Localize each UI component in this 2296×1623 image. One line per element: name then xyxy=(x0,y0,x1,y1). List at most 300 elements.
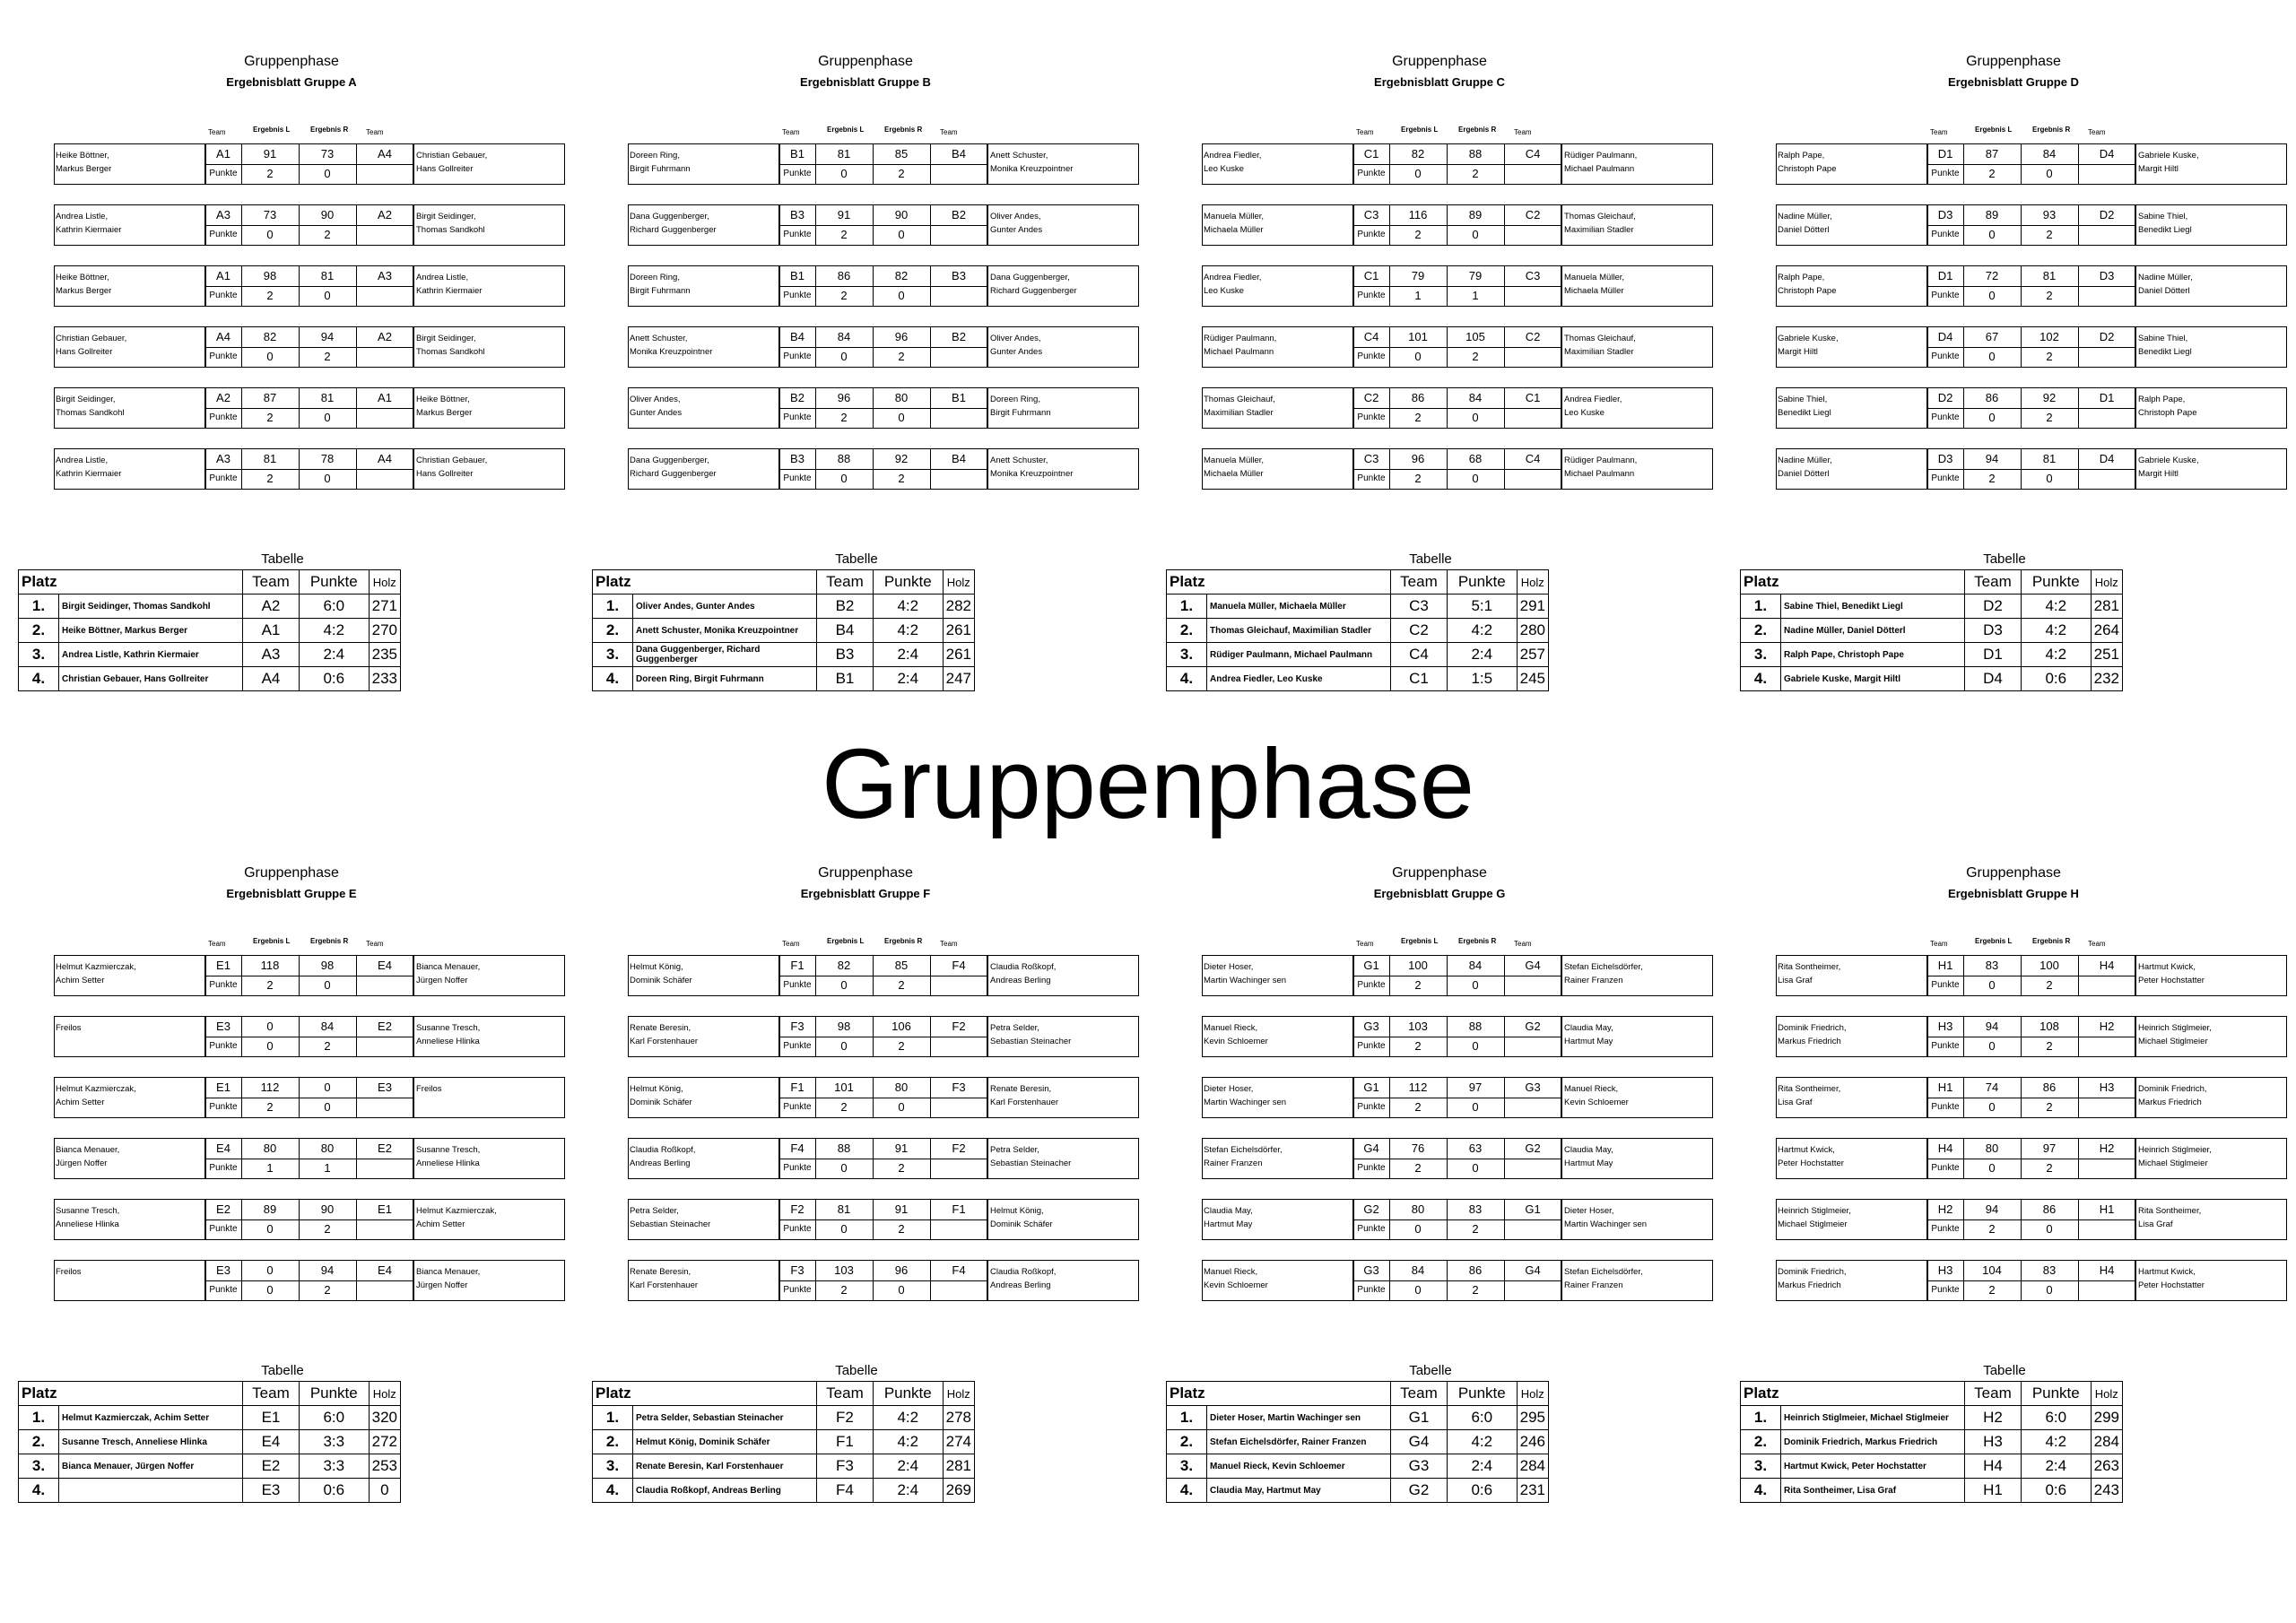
left-team-code: B1 xyxy=(779,144,816,164)
standings-row xyxy=(1741,643,2123,667)
punkte-label: Punkte xyxy=(779,976,816,995)
right-team-code: C2 xyxy=(1525,330,1541,343)
score-grid xyxy=(778,955,988,996)
score-grid xyxy=(204,1199,414,1240)
punkte-label: Punkte xyxy=(779,469,816,489)
left-score: 76 xyxy=(1389,1139,1448,1159)
holz-value: 270 xyxy=(369,619,400,643)
left-players: Stefan Eichelsdörfer, Rainer Franzen xyxy=(1204,1145,1283,1168)
right-team-code: D2 xyxy=(2099,208,2115,221)
right-points: 0 xyxy=(299,164,357,184)
right-points: 2 xyxy=(1447,1219,1505,1239)
left-team-code: H2 xyxy=(1927,1200,1964,1219)
tabelle-heading: Tabelle xyxy=(1409,1363,1452,1378)
standings-row xyxy=(593,1479,975,1503)
right-team-code: D4 xyxy=(2099,147,2115,161)
score-grid xyxy=(778,448,988,490)
right-points: 2 xyxy=(299,1219,357,1239)
left-team-code: C3 xyxy=(1353,449,1390,469)
right-players: Freilos xyxy=(416,1084,442,1094)
punkte-header: Punkte xyxy=(873,570,943,595)
ergebnis-r-header: Ergebnis R xyxy=(310,126,349,134)
team-players: Birgit Seidinger, Thomas Sandkohl xyxy=(59,595,243,619)
right-points: 0 xyxy=(2021,164,2079,184)
holz-value: 233 xyxy=(369,667,400,691)
rank: 4. xyxy=(19,1479,59,1503)
right-score: 0 xyxy=(299,1078,357,1098)
punkte-label: Punkte xyxy=(1927,1037,1964,1056)
right-team-code: C3 xyxy=(1525,269,1541,282)
holz-value: 247 xyxy=(943,667,974,691)
punkte-label: Punkte xyxy=(1927,286,1964,306)
left-points: 2 xyxy=(1963,1219,2022,1239)
team-players: Doreen Ring, Birgit Fuhrmann xyxy=(633,667,817,691)
right-score: 90 xyxy=(299,1200,357,1219)
team-players: Heinrich Stiglmeier, Michael Stiglmeier xyxy=(1781,1406,1965,1430)
holz-value: 320 xyxy=(369,1406,400,1430)
team-players: Manuela Müller, Michaela Müller xyxy=(1207,595,1391,619)
left-players: Bianca Menauer, Jürgen Noffer xyxy=(56,1145,120,1168)
points: 0:6 xyxy=(299,1479,369,1503)
left-points: 2 xyxy=(815,408,874,428)
right-score: 102 xyxy=(2021,327,2079,347)
right-points: 2 xyxy=(2021,1098,2079,1117)
team-code: D3 xyxy=(1965,619,2022,643)
match-row xyxy=(1202,1077,1713,1118)
punkte-label: Punkte xyxy=(779,1037,816,1056)
team-code: C2 xyxy=(1391,619,1448,643)
punkte-label: Punkte xyxy=(779,1159,816,1178)
standings-row xyxy=(1167,1430,1549,1454)
match-row xyxy=(54,326,565,368)
right-points: 2 xyxy=(299,1037,357,1056)
ergebnis-l-header: Ergebnis L xyxy=(1975,126,2013,134)
right-points: 0 xyxy=(1447,1098,1505,1117)
right-team-code: D2 xyxy=(2099,330,2115,343)
right-players: Petra Selder, Sebastian Steinacher xyxy=(990,1023,1072,1046)
holz-value: 291 xyxy=(1517,595,1548,619)
punkte-label: Punkte xyxy=(1353,469,1390,489)
score-grid xyxy=(1352,326,1562,368)
standings-row xyxy=(593,1406,975,1430)
punkte-label: Punkte xyxy=(779,225,816,245)
standings-row xyxy=(19,619,401,643)
left-players: Susanne Tresch, Anneliese Hlinka xyxy=(56,1206,120,1229)
score-grid xyxy=(1926,1016,2136,1057)
punkte-header: Punkte xyxy=(299,570,369,595)
group-sheet xyxy=(1166,54,1704,713)
rank: 3. xyxy=(19,643,59,667)
left-team-code: B3 xyxy=(779,205,816,225)
left-score: 82 xyxy=(815,956,874,976)
right-team-code: D4 xyxy=(2099,452,2115,465)
right-players: Stefan Eichelsdörfer, Rainer Franzen xyxy=(1564,962,1643,985)
right-players: Oliver Andes, Gunter Andes xyxy=(990,334,1043,357)
standings-table xyxy=(592,1381,975,1503)
team-players: Oliver Andes, Gunter Andes xyxy=(633,595,817,619)
left-team-code: D3 xyxy=(1927,205,1964,225)
team-players: Andrea Listle, Kathrin Kiermaier xyxy=(59,643,243,667)
team-col-header: Team xyxy=(2088,940,2106,948)
left-points: 0 xyxy=(815,164,874,184)
left-score: 81 xyxy=(815,144,874,164)
left-team-code: A3 xyxy=(205,449,242,469)
punkte-label: Punkte xyxy=(205,408,242,428)
match-row xyxy=(54,1138,565,1179)
score-grid xyxy=(1352,448,1562,490)
holz-header: Holz xyxy=(943,1382,974,1406)
left-points: 2 xyxy=(815,225,874,245)
group-sheet xyxy=(592,54,1130,713)
left-players: Renate Beresin, Karl Forstenhauer xyxy=(630,1267,699,1290)
punkte-header: Punkte xyxy=(873,1382,943,1406)
left-players: Gabriele Kuske, Margit Hiltl xyxy=(1778,334,1839,357)
left-points: 2 xyxy=(241,164,300,184)
standings-row xyxy=(19,595,401,619)
left-score: 89 xyxy=(241,1200,300,1219)
rank: 3. xyxy=(1741,1454,1781,1479)
phase-heading: Gruppenphase xyxy=(818,54,913,69)
rank: 3. xyxy=(1167,643,1207,667)
group-title: Ergebnisblatt Gruppe B xyxy=(800,75,931,89)
right-points: 0 xyxy=(873,1098,931,1117)
team-players: Susanne Tresch, Anneliese Hlinka xyxy=(59,1430,243,1454)
left-points: 0 xyxy=(1389,1219,1448,1239)
left-players: Sabine Thiel, Benedikt Liegl xyxy=(1778,395,1831,418)
tabelle-heading: Tabelle xyxy=(1983,551,2026,567)
right-points: 0 xyxy=(299,408,357,428)
left-points: 2 xyxy=(1389,1159,1448,1178)
team-players: Ralph Pape, Christoph Pape xyxy=(1781,643,1965,667)
points: 4:2 xyxy=(2021,643,2091,667)
punkte-label: Punkte xyxy=(1927,1219,1964,1239)
right-score: 92 xyxy=(873,449,931,469)
right-score: 80 xyxy=(873,388,931,408)
right-points: 0 xyxy=(1447,1159,1505,1178)
left-players: Rita Sontheimer, Lisa Graf xyxy=(1778,1084,1841,1107)
right-score: 85 xyxy=(873,956,931,976)
team-players: Rita Sontheimer, Lisa Graf xyxy=(1781,1479,1965,1503)
right-points: 2 xyxy=(2021,347,2079,367)
score-grid xyxy=(1926,143,2136,185)
left-players: Doreen Ring, Birgit Fuhrmann xyxy=(630,151,691,174)
team-col-header: Team xyxy=(366,940,384,948)
score-grid xyxy=(204,1260,414,1301)
left-score: 88 xyxy=(815,449,874,469)
points: 4:2 xyxy=(873,1430,943,1454)
ergebnis-l-header: Ergebnis L xyxy=(1975,937,2013,945)
right-score: 94 xyxy=(299,327,357,347)
score-grid xyxy=(204,204,414,246)
right-points: 2 xyxy=(873,469,931,489)
right-points: 0 xyxy=(299,1098,357,1117)
match-row xyxy=(1776,265,2287,307)
score-grid xyxy=(778,143,988,185)
match-row xyxy=(1776,1138,2287,1179)
punkte-label: Punkte xyxy=(205,1219,242,1239)
right-points: 2 xyxy=(873,347,931,367)
right-score: 81 xyxy=(299,266,357,286)
group-title: Ergebnisblatt Gruppe E xyxy=(226,887,357,900)
holz-header: Holz xyxy=(1517,1382,1548,1406)
phase-heading: Gruppenphase xyxy=(1966,54,2061,69)
punkte-label: Punkte xyxy=(205,225,242,245)
right-points: 2 xyxy=(873,1159,931,1178)
left-team-code: F2 xyxy=(779,1200,816,1219)
team-players: Anett Schuster, Monika Kreuzpointner xyxy=(633,619,817,643)
left-team-code: G1 xyxy=(1353,956,1390,976)
punkte-label: Punkte xyxy=(1927,225,1964,245)
right-players: Oliver Andes, Gunter Andes xyxy=(990,212,1043,235)
match-row xyxy=(1202,1016,1713,1057)
team-header: Team xyxy=(243,1382,300,1406)
right-points: 2 xyxy=(873,976,931,995)
team-players: Stefan Eichelsdörfer, Rainer Franzen xyxy=(1207,1430,1391,1454)
left-players: Helmut König, Dominik Schäfer xyxy=(630,1084,692,1107)
right-players: Sabine Thiel, Benedikt Liegl xyxy=(2138,212,2192,235)
match-row xyxy=(1202,143,1713,185)
left-score: 87 xyxy=(1963,144,2022,164)
right-team-code: H4 xyxy=(2099,959,2115,972)
punkte-label: Punkte xyxy=(1353,1037,1390,1056)
score-grid xyxy=(1926,387,2136,429)
holz-value: 253 xyxy=(369,1454,400,1479)
score-grid xyxy=(1926,204,2136,246)
left-team-code: E1 xyxy=(205,956,242,976)
punkte-header: Punkte xyxy=(2021,1382,2091,1406)
team-header: Team xyxy=(1965,1382,2022,1406)
left-players: Dieter Hoser, Martin Wachinger sen xyxy=(1204,962,1287,985)
left-score: 112 xyxy=(241,1078,300,1098)
punkte-header: Punkte xyxy=(1447,1382,1517,1406)
punkte-label: Punkte xyxy=(779,164,816,184)
standings-row xyxy=(1741,1479,2123,1503)
right-score: 96 xyxy=(873,327,931,347)
right-team-code: E4 xyxy=(378,959,392,972)
points: 4:2 xyxy=(873,619,943,643)
right-score: 97 xyxy=(1447,1078,1505,1098)
tabelle-heading: Tabelle xyxy=(835,551,878,567)
rank: 1. xyxy=(593,595,633,619)
team-code: H3 xyxy=(1965,1430,2022,1454)
score-grid xyxy=(1926,1260,2136,1301)
right-points: 0 xyxy=(873,225,931,245)
left-score: 100 xyxy=(1389,956,1448,976)
team-players: Hartmut Kwick, Peter Hochstatter xyxy=(1781,1454,1965,1479)
match-row xyxy=(54,1077,565,1118)
phase-heading: Gruppenphase xyxy=(1392,865,1487,881)
right-team-code: B3 xyxy=(952,269,966,282)
ergebnis-r-header: Ergebnis R xyxy=(2032,937,2071,945)
team-col-header: Team xyxy=(940,940,958,948)
left-points: 1 xyxy=(241,1159,300,1178)
right-score: 97 xyxy=(2021,1139,2079,1159)
team-players: Claudia Roßkopf, Andreas Berling xyxy=(633,1479,817,1503)
group-title: Ergebnisblatt Gruppe D xyxy=(1948,75,2079,89)
left-team-code: C4 xyxy=(1353,327,1390,347)
group-sheet xyxy=(18,54,556,713)
right-points: 2 xyxy=(873,1037,931,1056)
points: 2:4 xyxy=(873,1479,943,1503)
left-score: 83 xyxy=(1963,956,2022,976)
right-team-code: A2 xyxy=(378,330,392,343)
team-players: Thomas Gleichauf, Maximilian Stadler xyxy=(1207,619,1391,643)
tabelle-heading: Tabelle xyxy=(261,1363,304,1378)
rank: 2. xyxy=(19,1430,59,1454)
right-score: 85 xyxy=(873,144,931,164)
platz-header: Platz xyxy=(1741,570,1965,595)
left-team-code: B1 xyxy=(779,266,816,286)
left-players: Manuel Rieck, Kevin Schloemer xyxy=(1204,1023,1268,1046)
rank: 2. xyxy=(1167,619,1207,643)
team-header: Team xyxy=(1965,570,2022,595)
points: 6:0 xyxy=(1447,1406,1517,1430)
left-team-code: F4 xyxy=(779,1139,816,1159)
score-grid xyxy=(1352,1138,1562,1179)
right-score: 81 xyxy=(299,388,357,408)
match-row xyxy=(628,204,1139,246)
right-players: Claudia May, Hartmut May xyxy=(1564,1145,1613,1168)
team-code: G2 xyxy=(1391,1479,1448,1503)
points: 4:2 xyxy=(299,619,369,643)
right-team-code: B1 xyxy=(952,391,966,404)
left-points: 0 xyxy=(1389,164,1448,184)
left-players: Andrea Listle, Kathrin Kiermaier xyxy=(56,456,122,479)
left-team-code: D1 xyxy=(1927,266,1964,286)
punkte-label: Punkte xyxy=(779,1219,816,1239)
match-row xyxy=(628,1138,1139,1179)
match-row xyxy=(54,1199,565,1240)
left-team-code: G1 xyxy=(1353,1078,1390,1098)
match-row xyxy=(1202,1199,1713,1240)
team-col-header: Team xyxy=(208,128,226,136)
left-points: 0 xyxy=(815,347,874,367)
left-score: 80 xyxy=(1963,1139,2022,1159)
left-points: 1 xyxy=(1389,286,1448,306)
right-points: 2 xyxy=(2021,1037,2079,1056)
points: 0:6 xyxy=(2021,667,2091,691)
team-code: A2 xyxy=(243,595,300,619)
right-points: 0 xyxy=(299,286,357,306)
rank: 1. xyxy=(593,1406,633,1430)
rank: 3. xyxy=(1741,643,1781,667)
right-points: 0 xyxy=(1447,1037,1505,1056)
left-team-code: A2 xyxy=(205,388,242,408)
score-grid xyxy=(778,1077,988,1118)
right-points: 2 xyxy=(1447,1280,1505,1300)
right-score: 84 xyxy=(1447,388,1505,408)
left-points: 2 xyxy=(1389,1037,1448,1056)
right-score: 82 xyxy=(873,266,931,286)
rank: 2. xyxy=(593,619,633,643)
left-players: Heinrich Stiglmeier, Michael Stiglmeier xyxy=(1778,1206,1851,1229)
ergebnis-r-header: Ergebnis R xyxy=(2032,126,2071,134)
standings-row xyxy=(1167,667,1549,691)
match-row xyxy=(1202,448,1713,490)
team-players: Sabine Thiel, Benedikt Liegl xyxy=(1781,595,1965,619)
team-code: D2 xyxy=(1965,595,2022,619)
left-team-code: C1 xyxy=(1353,144,1390,164)
right-team-code: C1 xyxy=(1525,391,1541,404)
standings-table xyxy=(592,569,975,691)
punkte-label: Punkte xyxy=(1927,1159,1964,1178)
team-code: G3 xyxy=(1391,1454,1448,1479)
right-score: 81 xyxy=(2021,449,2079,469)
points: 0:6 xyxy=(1447,1479,1517,1503)
left-points: 0 xyxy=(241,1037,300,1056)
right-score: 83 xyxy=(1447,1200,1505,1219)
holz-value: 269 xyxy=(943,1479,974,1503)
holz-value: 264 xyxy=(2091,619,2122,643)
left-score: 118 xyxy=(241,956,300,976)
right-score: 108 xyxy=(2021,1017,2079,1037)
left-players: Doreen Ring, Birgit Fuhrmann xyxy=(630,273,691,296)
team-code: H1 xyxy=(1965,1479,2022,1503)
right-team-code: G3 xyxy=(1525,1081,1541,1094)
left-players: Dominik Friedrich, Markus Friedrich xyxy=(1778,1023,1847,1046)
team-header: Team xyxy=(1391,1382,1448,1406)
match-row xyxy=(54,955,565,996)
left-players: Helmut König, Dominik Schäfer xyxy=(630,962,692,985)
punkte-label: Punkte xyxy=(1353,1280,1390,1300)
left-players: Nadine Müller, Daniel Dötterl xyxy=(1778,456,1832,479)
standings-row xyxy=(1741,1454,2123,1479)
punkte-label: Punkte xyxy=(1927,976,1964,995)
right-players: Rita Sontheimer, Lisa Graf xyxy=(2138,1206,2202,1229)
left-players: Andrea Fiedler, Leo Kuske xyxy=(1204,151,1262,174)
team-code: E1 xyxy=(243,1406,300,1430)
punkte-label: Punkte xyxy=(779,347,816,367)
team-col-header: Team xyxy=(1356,940,1374,948)
rank: 2. xyxy=(1741,1430,1781,1454)
right-team-code: B4 xyxy=(952,147,966,161)
tabelle-heading: Tabelle xyxy=(1983,1363,2026,1378)
tabelle-heading: Tabelle xyxy=(261,551,304,567)
match-row xyxy=(1776,955,2287,996)
right-team-code: G2 xyxy=(1525,1141,1541,1155)
standings-row xyxy=(593,595,975,619)
score-grid xyxy=(1352,1077,1562,1118)
match-row xyxy=(1776,387,2287,429)
right-team-code: F2 xyxy=(952,1020,966,1033)
team-col-header: Team xyxy=(1514,128,1532,136)
left-score: 101 xyxy=(815,1078,874,1098)
left-score: 87 xyxy=(241,388,300,408)
phase-heading: Gruppenphase xyxy=(244,865,339,881)
right-team-code: H1 xyxy=(2099,1202,2115,1216)
left-team-code: H1 xyxy=(1927,956,1964,976)
match-row xyxy=(628,1077,1139,1118)
left-team-code: A1 xyxy=(205,266,242,286)
punkte-label: Punkte xyxy=(205,469,242,489)
left-points: 0 xyxy=(1963,1098,2022,1117)
holz-value: 299 xyxy=(2091,1406,2122,1430)
match-row xyxy=(1202,204,1713,246)
ergebnis-r-header: Ergebnis R xyxy=(884,937,923,945)
standings-table xyxy=(1166,569,1549,691)
right-players: Hartmut Kwick, Peter Hochstatter xyxy=(2138,962,2205,985)
team-code: G1 xyxy=(1391,1406,1448,1430)
score-grid xyxy=(1926,326,2136,368)
left-points: 2 xyxy=(1389,408,1448,428)
right-players: Bianca Menauer, Jürgen Noffer xyxy=(416,962,481,985)
points: 1:5 xyxy=(1447,667,1517,691)
points: 2:4 xyxy=(299,643,369,667)
left-points: 0 xyxy=(1389,347,1448,367)
score-grid xyxy=(1352,265,1562,307)
ergebnis-r-header: Ergebnis R xyxy=(310,937,349,945)
left-team-code: H4 xyxy=(1927,1139,1964,1159)
